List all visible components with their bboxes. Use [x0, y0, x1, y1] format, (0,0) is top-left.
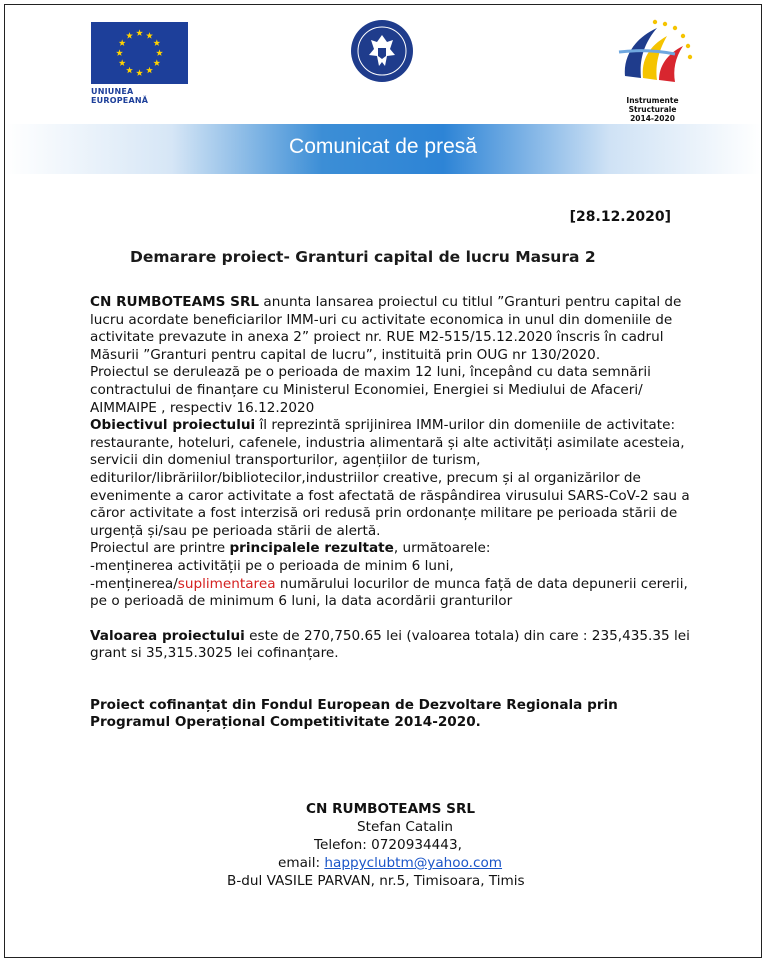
signature-phone: Telefon: 0720934443, [314, 837, 462, 853]
result-2-highlight: suplimentarea [177, 575, 276, 592]
signature-email-line [90, 854, 690, 872]
eu-star-icon [136, 69, 143, 76]
paragraph-value [90, 628, 690, 663]
paragraph-duration: Proiectul se derulează pe o perioada de maxim 12 luni, începând cu data semnării contractului de finanțare cu Ministerul Economiei, Energiei si Mediului de Afaceri/ AIMMAIPE , respectiv 16.12.2020 [90, 364, 651, 416]
paragraph-intro [90, 294, 690, 364]
government-seal-logo [349, 18, 415, 84]
value-label: Valoarea proiectului [90, 627, 245, 644]
result-item-2 [90, 576, 690, 611]
email-link[interactable]: happyclubtm@yahoo.com [324, 855, 503, 871]
signature-block [90, 800, 690, 890]
results-post: , următoarele: [393, 540, 491, 557]
eu-star-icon [119, 59, 126, 66]
release-date: [28.12.2020] [569, 209, 671, 225]
intro-text: anunta lansarea proiectul cu titlul ”Granturi pentru capital de lucru acordate beneficiarilor IMM-uri cu activitate economica in unul din domeniile de activitate prevazute in anexa 2” proiect nr. RUE M2-515/15.12.2020 înscris în cadrul Măsurii ”Granturi pentru capital de lucru”, instituită prin OUG nr 130/2020. [90, 294, 682, 363]
email-label: email: [278, 855, 325, 871]
document-heading: Demarare proiect- Granturi capital de lucru Masura 2 [130, 248, 596, 266]
value-text: este de 270,750.65 lei (valoarea totala) din care : 235,435.35 lei grant si 35,315.3025 lei cofinanțare. [90, 627, 690, 662]
paragraph-cofinancing [90, 697, 690, 732]
result-2-post: numărului locurilor de munca față de data depunerii cererii, pe o perioadă de minimum 6 luni, la data acordării granturilor [90, 575, 688, 610]
eu-star-icon [116, 49, 123, 56]
results-pre: Proiectul are printre [90, 540, 230, 557]
is-caption-years: 2014-2020 [630, 114, 675, 123]
eu-star-icon [119, 39, 126, 46]
eu-star-icon [146, 32, 153, 39]
signature-name: Stefan Catalin [357, 819, 454, 835]
eu-star-icon [153, 59, 160, 66]
is-caption-title: Instrumente Structurale [626, 96, 679, 114]
eu-star-icon [146, 67, 153, 74]
objective-label: Obiectivul proiectului [90, 417, 256, 434]
signature-company: CN RUMBOTEAMS SRL [306, 801, 476, 817]
paragraph-objective [90, 417, 690, 540]
document-body [90, 294, 690, 732]
result-2-pre: -menținerea/ [90, 575, 178, 592]
paragraph-results-intro [90, 540, 690, 558]
objective-text: îl reprezintă sprijinirea IMM-urilor din domeniile de activitate: restaurante, hoteluri, cafenele, industria alimentară și alte activități asimilate acesteia, servicii din domeniul transporturilor, agențiilor de turism, editurilor/librăriilor/bibliotecilor,industriilor creative, precum și al organizărilor de evenimente a caror activitate a fost afectată de răspândirea virusului SARS-CoV-2 sau a căror activitate a fost interzisă ori redusă prin ordonanțe militare pe perioada stării de urgență și/sau pe perioada stării de alertă. [90, 417, 690, 539]
instrumente-structurale-logo [605, 16, 700, 123]
eu-caption: UNIUNEA EUROPEANĂ [91, 87, 149, 105]
eu-star-icon [126, 67, 133, 74]
eu-logo [91, 22, 188, 105]
banner-title: Comunicat de presă [289, 135, 477, 158]
eu-flag-icon [91, 22, 188, 84]
eu-star-icon [136, 29, 143, 36]
company-name: CN RUMBOTEAMS SRL [90, 294, 260, 310]
signature-address: B-dul VASILE PARVAN, nr.5, Timisoara, Timis [227, 873, 525, 889]
eu-star-icon [126, 32, 133, 39]
press-release-banner [5, 124, 761, 174]
eu-star-icon [153, 39, 160, 46]
results-bold: principalele rezultate [229, 540, 394, 557]
result-item-1: -menținerea activității pe o perioada de minim 6 luni, [90, 557, 454, 574]
cofinancing-text: Proiect cofinanțat din Fondul European de Dezvoltare Regionala prin Programul Operațional Competitivitate 2014-2020. [90, 696, 618, 731]
eu-star-icon [156, 49, 163, 56]
